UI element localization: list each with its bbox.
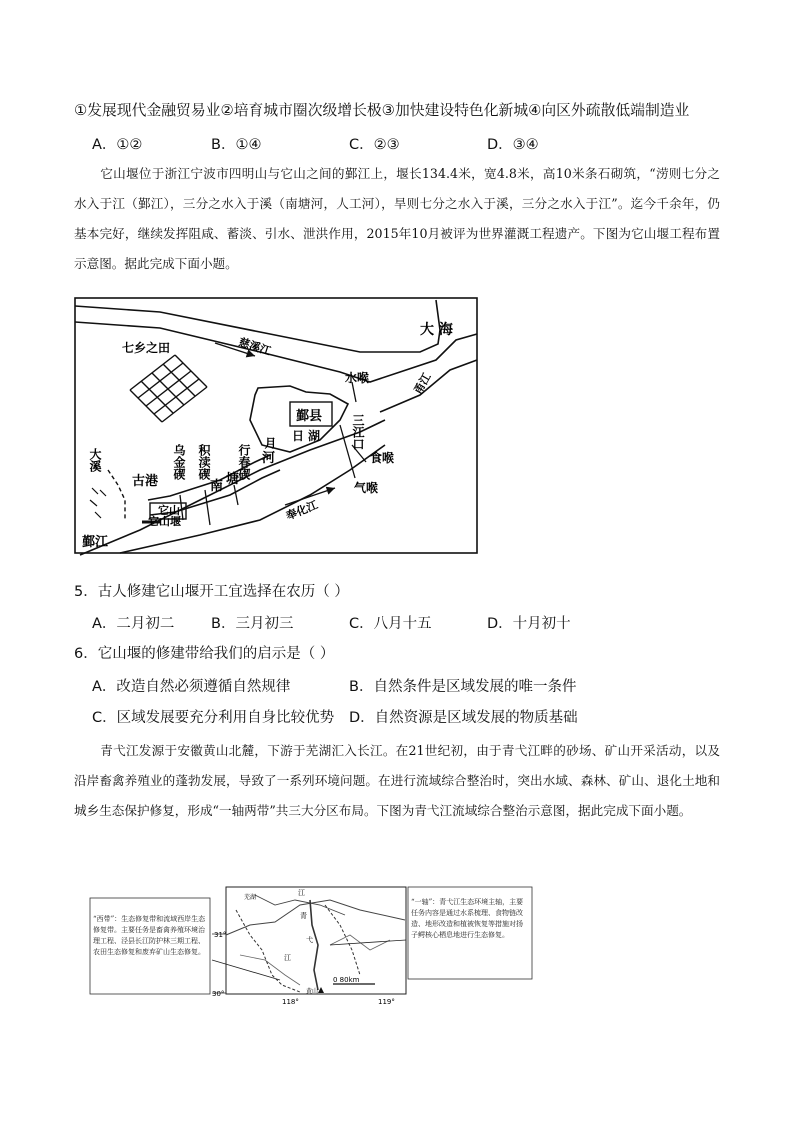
q6-stem: 6．它山堰的修建带给我们的启示是（ ）: [74, 646, 335, 662]
passage-qingyi-text: 青弋江发源于安徽黄山北麓，下游于芜湖汇入长江。在21世纪初，由于青弋江畔的砂场、矿山开采活动，以及沿岸畜禽养殖业的蓬勃发展，导致了一系列环境问题。在进行流域综合整治时，突出水域、森林、矿山、退化土地和城乡生态保护修复，形成“一轴两带”共三大分区布局。下图为青弋江流域综合整治示意图，据此完成下面小题。: [74, 743, 720, 818]
q5-stem: 5．古人修建它山堰开工宜选择在农历（ ）: [74, 584, 349, 600]
label-scale: 0 80km: [333, 976, 360, 984]
huangshan-peak-icon: [318, 987, 324, 993]
label-he: 河: [262, 451, 276, 466]
label-qing: 青: [300, 912, 307, 920]
q4-choice-c[interactable]: C．②③: [349, 137, 400, 153]
q6-choice-b[interactable]: B．自然条件是区域发展的唯一条件: [349, 679, 577, 695]
label-lat30: 30°: [212, 990, 225, 998]
q5-choice-b[interactable]: B．三月初三: [211, 616, 294, 632]
q6-choice-c[interactable]: C．区域发展要充分利用自身比较优势: [92, 710, 335, 726]
label-shuihou: 水喉: [345, 371, 370, 385]
label-daxi: 大溪: [88, 448, 102, 472]
fenghua-river-north-bank: [80, 420, 385, 555]
label-lon119: 119°: [378, 998, 395, 1006]
qingyi-river: [310, 900, 318, 990]
label-tang: 塘: [226, 472, 240, 487]
east-belt-boundary: [325, 905, 360, 975]
yangtze-river: [226, 900, 405, 935]
label-wuhu: 芜湖: [244, 894, 257, 901]
fenghua-river-south-bank: [120, 445, 385, 553]
label-fenghua-river: 奉化江: [284, 498, 320, 523]
west-belt-boundary: [236, 910, 300, 992]
q6-choice-d[interactable]: D．自然资源是区域发展的物质基础: [349, 710, 578, 726]
right-callout-leader: [330, 940, 406, 945]
passage-qingyi-river: [74, 736, 720, 826]
label-qihou: 气喉: [354, 481, 379, 495]
label-jiang-bottom: 江: [284, 954, 291, 962]
label-jidu: 积渎碶: [197, 444, 211, 480]
label-gugang: 古港: [132, 474, 159, 489]
label-yi: 弋: [306, 936, 313, 944]
label-sanjiangkou: 三江口: [351, 414, 365, 450]
label-lat31: 31°: [214, 931, 227, 939]
label-jiang-top: 江: [298, 889, 305, 897]
passage-tashan-text: 它山堰位于浙江宁波市四明山与它山之间的鄞江上，堰长134.4米，宽4.8米，高10米条石砌筑，“涝则七分之水入于江（鄞江），三分之水入于溪（南塘河，人工河），旱则七分之水入于溪，三分之水入于江”。迄今千余年，仍基本完好，继续发挥阻咸、蓄淡、引水、泄洪作用，2015年10月被评为世界灌溉工程遗产。下图为它山堰工程布置示意图。据此完成下面小题。: [74, 166, 720, 271]
label-yong-river: 甬江: [411, 370, 434, 397]
one-axis-callout: “一轴”：青弋江生态环境主轴，主要任务内容是通过水系梳理、食物链改造、地形改造和植被恢复等措施对扬子鳄核心栖息地进行生态修复。: [411, 898, 524, 939]
label-hu: 湖: [308, 429, 321, 443]
fields-grid: [130, 355, 207, 422]
label-yinxian: 鄞县: [296, 409, 323, 424]
q4-options-statement: ①发展现代金融贸易业②培育城市圈次级增长极③加快建设特色化新城④向区外疏散低端制造业: [74, 102, 690, 119]
label-ri: 日: [292, 429, 305, 443]
left-callout-leader: [212, 960, 280, 980]
daxi-river: [108, 470, 125, 520]
label-sea: 大 海: [420, 322, 453, 338]
q6-choice-a[interactable]: A．改造自然必须遵循自然规律: [92, 679, 291, 695]
label-yue: 月: [263, 437, 277, 449]
label-yinjiang: 鄞江: [82, 535, 109, 550]
map1-frame: [75, 298, 477, 553]
q4-choice-b[interactable]: B．①④: [211, 137, 262, 153]
q5-choice-d[interactable]: D．十月初十: [487, 616, 571, 632]
q4-choice-a[interactable]: A．①②: [92, 137, 143, 153]
label-nan: 南: [210, 479, 224, 494]
label-huangshan: 黄山: [306, 988, 319, 995]
q4-choice-d[interactable]: D．③④: [487, 137, 539, 153]
label-tashan: 它山: [158, 504, 180, 517]
label-cixi-river: 慈溪江: [237, 335, 273, 359]
label-xingchun: 行春碶: [237, 444, 251, 480]
label-jinhou: 食喉: [370, 451, 395, 465]
label-lon118: 118°: [282, 998, 299, 1006]
label-wujin: 乌金碶: [172, 444, 186, 480]
q5-choice-c[interactable]: C．八月十五: [349, 616, 432, 632]
label-fields: 七乡之田: [122, 341, 171, 355]
west-belt-callout: “西带”：生态修复带和流域西岸生态修复带。主要任务是畜禽养殖环境治理工程、泾县长江防护林三期工程、农田生态修复和废弃矿山生态修复。: [93, 915, 206, 956]
q5-choice-a[interactable]: A．二月初二: [92, 616, 175, 632]
label-tashanyan: 它山堰: [148, 515, 181, 528]
